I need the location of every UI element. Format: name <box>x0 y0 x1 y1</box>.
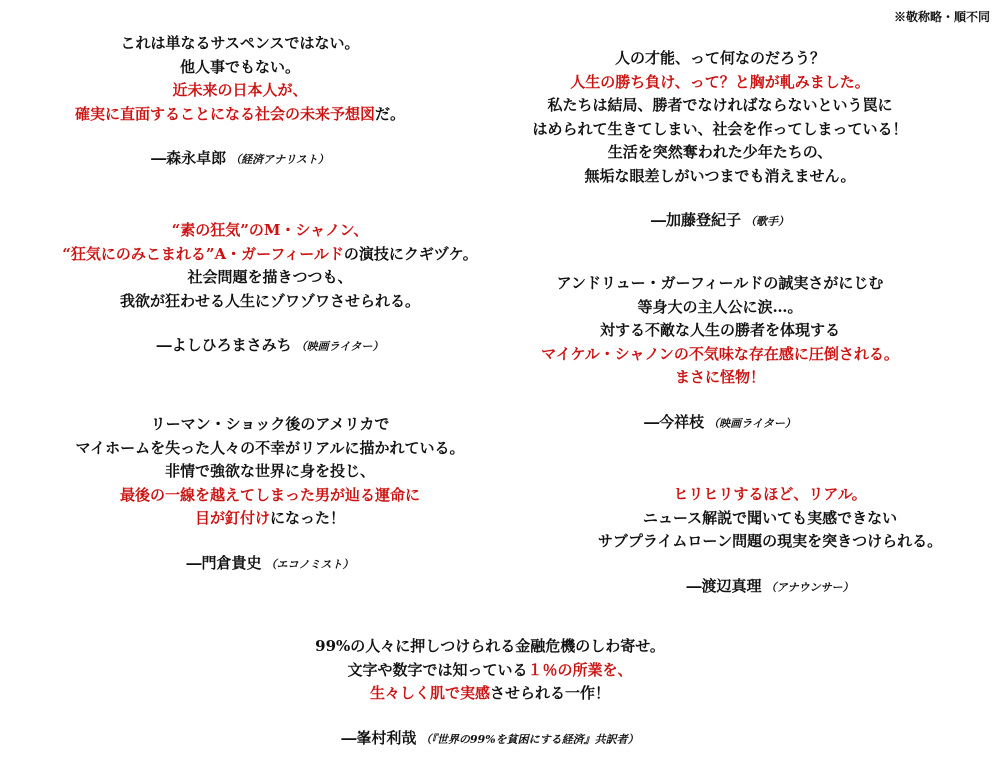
footnote-note: ※敬称略・順不同 <box>893 10 990 24</box>
quote-attribution <box>40 552 500 577</box>
quote-text: 文字や数字では知っている <box>347 660 528 679</box>
author-name: ―渡辺真理 <box>686 576 762 595</box>
quote-text: 社会問題を描きつつも、 <box>187 268 353 286</box>
quote-text: マイホームを失った人々の不幸がリアルに描かれている。 <box>75 438 465 457</box>
quote-highlight-text: “狂気にのみこまれる”A・ガーフィールド <box>62 244 344 263</box>
quote-text: 我欲が狂わせる人生にゾワゾワさせられる。 <box>119 291 420 310</box>
quote-attribution <box>490 209 950 234</box>
quote-text: 私たちは結局、勝者でなければならないという罠に <box>547 96 893 114</box>
quote-text: 生活を突然奪われた少年たちの、 <box>607 143 833 161</box>
quote-highlight-text: 最後の一線を越えてしまった男が辿る運命に <box>119 485 420 504</box>
quote-text: 等身大の主人公に涙…。 <box>637 297 803 316</box>
quote-line <box>250 682 730 706</box>
quote-block-kato <box>490 47 950 234</box>
quote-line <box>530 530 1000 554</box>
quote-line <box>40 32 440 56</box>
quote-block-morinaga <box>40 32 440 172</box>
quote-line <box>40 290 500 314</box>
quote-highlight-text: 人生の勝ち負け、って？と胸が軋みました。 <box>570 72 870 91</box>
quote-text: リーマン・ショック後のアメリカで <box>150 415 390 433</box>
quote-line <box>40 219 500 243</box>
quote-line <box>490 71 950 95</box>
author-role: （経済アナリスト） <box>230 153 329 166</box>
quote-block-minemura <box>250 635 730 751</box>
author-name: ―加藤登紀子 <box>650 211 741 229</box>
quote-highlight-text: 近未来の日本人が、 <box>172 81 308 99</box>
quote-text: の演技にクギヅケ。 <box>343 244 478 263</box>
quote-line <box>490 366 950 390</box>
quote-highlight-text: ヒリヒリするほど、リアル。 <box>673 485 867 503</box>
author-role: （『世界の99%を貧困にする経済』共訳者） <box>420 732 639 746</box>
quote-highlight-text: “素の狂気”のM・シャノン、 <box>171 221 369 239</box>
quote-line <box>250 635 730 659</box>
author-name: ―峯村利哉 <box>341 728 417 747</box>
quote-text: サブプライムローン問題の現実を突きつけられる。 <box>597 532 943 550</box>
quote-block-watanabe <box>530 483 1000 599</box>
quote-text: 人の才能、って何なのだろう？ <box>614 49 825 67</box>
quote-text: 99%の人々に押しつけられる金融危機のしわ寄せ。 <box>315 637 665 655</box>
quote-highlight-text: 生々しく肌で実感 <box>369 684 490 702</box>
quote-line <box>530 507 1000 531</box>
author-name: ―森永卓郎 <box>151 149 227 167</box>
quote-highlight-text: 確実に直面することになる社会の未来予想図 <box>74 104 375 123</box>
quote-line <box>490 118 950 142</box>
quote-line <box>40 79 440 103</box>
author-role: （エコノミスト） <box>265 557 354 571</box>
quote-text: させられる一作！ <box>490 684 611 702</box>
quote-line <box>490 47 950 71</box>
author-name: ―今祥枝 <box>644 412 705 431</box>
quote-line <box>40 56 440 80</box>
author-name: ―門倉貴史 <box>186 553 262 572</box>
quote-line <box>490 94 950 118</box>
quote-block-ima <box>490 272 950 435</box>
quote-line <box>490 272 950 296</box>
quote-text: だ。 <box>375 104 406 123</box>
quote-line <box>250 659 730 683</box>
quote-line <box>530 483 1000 507</box>
quote-line <box>490 296 950 320</box>
author-role: （映画ライター） <box>295 340 384 353</box>
quote-highlight-text: １％の所業を、 <box>527 660 633 679</box>
quote-line <box>490 165 950 189</box>
author-role: （映画ライター） <box>708 416 796 430</box>
author-name: ―よしひろまさみち <box>156 336 292 354</box>
quote-highlight-text: まさに怪物！ <box>674 368 765 386</box>
quote-line <box>490 343 950 367</box>
quote-highlight-text: マイケル・シャノンの不気味な存在感に圧倒される。 <box>541 344 899 363</box>
quote-block-yoshihiro <box>40 219 500 359</box>
quote-text: になった！ <box>270 509 346 527</box>
quote-line <box>40 484 500 508</box>
quote-attribution <box>530 575 1000 600</box>
quote-attribution <box>40 147 440 172</box>
quote-text: はめられて生きてしまい、社会を作ってしまっている！ <box>532 119 908 138</box>
quote-line <box>40 413 500 437</box>
quote-attribution <box>40 334 500 359</box>
quote-line <box>490 319 950 343</box>
author-role: （歌手） <box>745 215 789 228</box>
quote-line <box>40 266 500 290</box>
quote-line <box>40 460 500 484</box>
quote-text: 他人事でもない。 <box>179 57 300 76</box>
quote-line <box>40 103 440 127</box>
quote-text: 非情で強欲な世界に身を投じ、 <box>164 462 375 480</box>
quote-line <box>40 243 500 267</box>
quote-line <box>490 141 950 165</box>
quote-text: 対する不敵な人生の勝者を体現する <box>599 321 840 339</box>
quote-line <box>40 507 500 531</box>
quote-text: 無垢な眼差しがいつまでも消えません。 <box>584 166 856 185</box>
quote-attribution <box>250 727 730 752</box>
quote-highlight-text: 目が釘付け <box>194 509 270 527</box>
quote-attribution <box>490 411 950 436</box>
quote-text: ニュース解説で聞いても実感できない <box>642 508 898 527</box>
quote-text: これは単なるサスペンスではない。 <box>120 34 360 52</box>
quote-line <box>40 437 500 461</box>
author-role: （アナウンサー） <box>765 580 854 594</box>
quote-text: アンドリュー・ガーフィールドの誠実さがにじむ <box>556 274 884 292</box>
quote-block-kadokura <box>40 413 500 576</box>
